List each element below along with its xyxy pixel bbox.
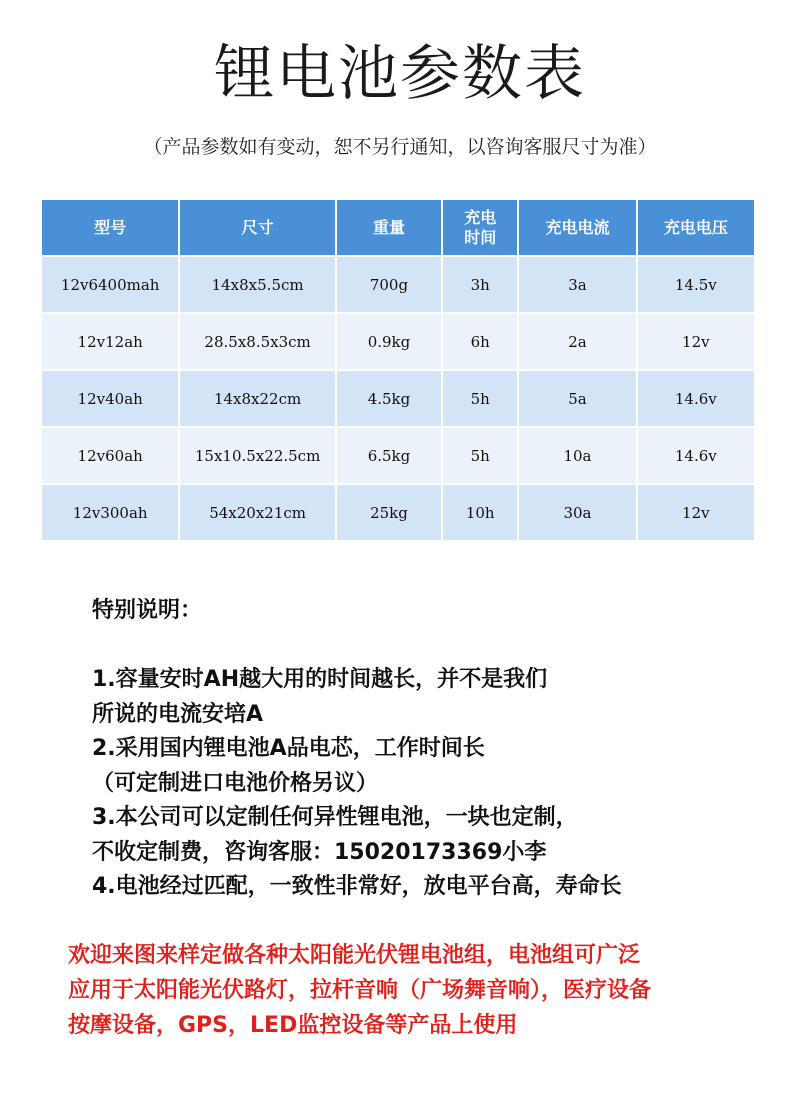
cell-model: 12v6400mah [42,257,178,312]
cell-model: 12v40ah [42,371,178,426]
notes-line: 1.容量安时AH越大用的时间越长，并不是我们 [92,667,548,692]
notes-line: （可定制进口电池价格另议） [92,770,379,796]
cell-charge-voltage: 14.6v [638,428,754,483]
cell-charge-voltage: 14.6v [638,371,754,426]
cell-charge-voltage: 12v [638,485,754,540]
cell-model: 12v60ah [42,428,178,483]
cell-size: 28.5x8.5x3cm [180,314,334,369]
notes-heading: 特别说明： [92,598,203,623]
notes-line: 所说的电流安培A [92,701,264,727]
header-weight: 重量 [337,200,441,255]
table-row [42,314,754,369]
cell-charge-voltage: 14.5v [638,257,754,312]
cell-charge-time: 5h [443,428,517,483]
header-charge-time: 充电时间 [443,200,517,255]
cell-weight: 6.5kg [337,428,441,483]
table-row [42,257,754,312]
cell-model: 12v300ah [42,485,178,540]
cell-size: 14x8x22cm [180,371,334,426]
cell-charge-voltage: 12v [638,314,754,369]
cell-charge-time: 3h [443,257,517,312]
table-row [42,371,754,426]
cell-size: 54x20x21cm [180,485,334,540]
cell-size: 15x10.5x22.5cm [180,428,334,483]
table-header-row [42,200,754,255]
table-row [42,485,754,540]
cell-charge-current: 5a [519,371,635,426]
header-model: 型号 [42,200,178,255]
notes-line: 3.本公司可以定制任何异性锂电池，一块也定制， [92,805,578,830]
notes-line: 4.电池经过匹配，一致性非常好，放电平台高，寿命长 [92,874,622,899]
special-notes [92,594,782,905]
cell-weight: 0.9kg [337,314,441,369]
cell-charge-time: 5h [443,371,517,426]
promo-line: 应用于太阳能光伏路灯，拉杆音响（广场舞音响），医疗设备 [68,978,652,1003]
notes-spacer [92,629,782,664]
cell-size: 14x8x5.5cm [180,257,334,312]
cell-charge-current: 2a [519,314,635,369]
cell-weight: 700g [337,257,441,312]
header-charge-voltage: 充电电压 [638,200,754,255]
header-charge-current: 充电电流 [519,200,635,255]
promo-line: 按摩设备，GPS，LED监控设备等产品上使用 [68,1013,518,1038]
page-title: 锂电池参数表 [214,39,586,109]
battery-spec-table [40,198,756,542]
cell-charge-current: 30a [519,485,635,540]
cell-charge-current: 3a [519,257,635,312]
cell-charge-time: 10h [443,485,517,540]
cell-weight: 25kg [337,485,441,540]
header-size: 尺寸 [180,200,334,255]
cell-weight: 4.5kg [337,371,441,426]
subtitle-note: （产品参数如有变动，恕不另行通知，以咨询客服尺寸为准） [143,136,657,158]
promo-line: 欢迎来图来样定做各种太阳能光伏锂电池组，电池组可广泛 [68,943,641,968]
notes-line: 2.采用国内锂电池A品电芯，工作时间长 [92,736,485,761]
table-row [42,428,754,483]
promo-text [68,938,798,1043]
notes-line: 不收定制费，咨询客服：15020173369小李 [92,839,547,865]
cell-charge-current: 10a [519,428,635,483]
cell-model: 12v12ah [42,314,178,369]
cell-charge-time: 6h [443,314,517,369]
